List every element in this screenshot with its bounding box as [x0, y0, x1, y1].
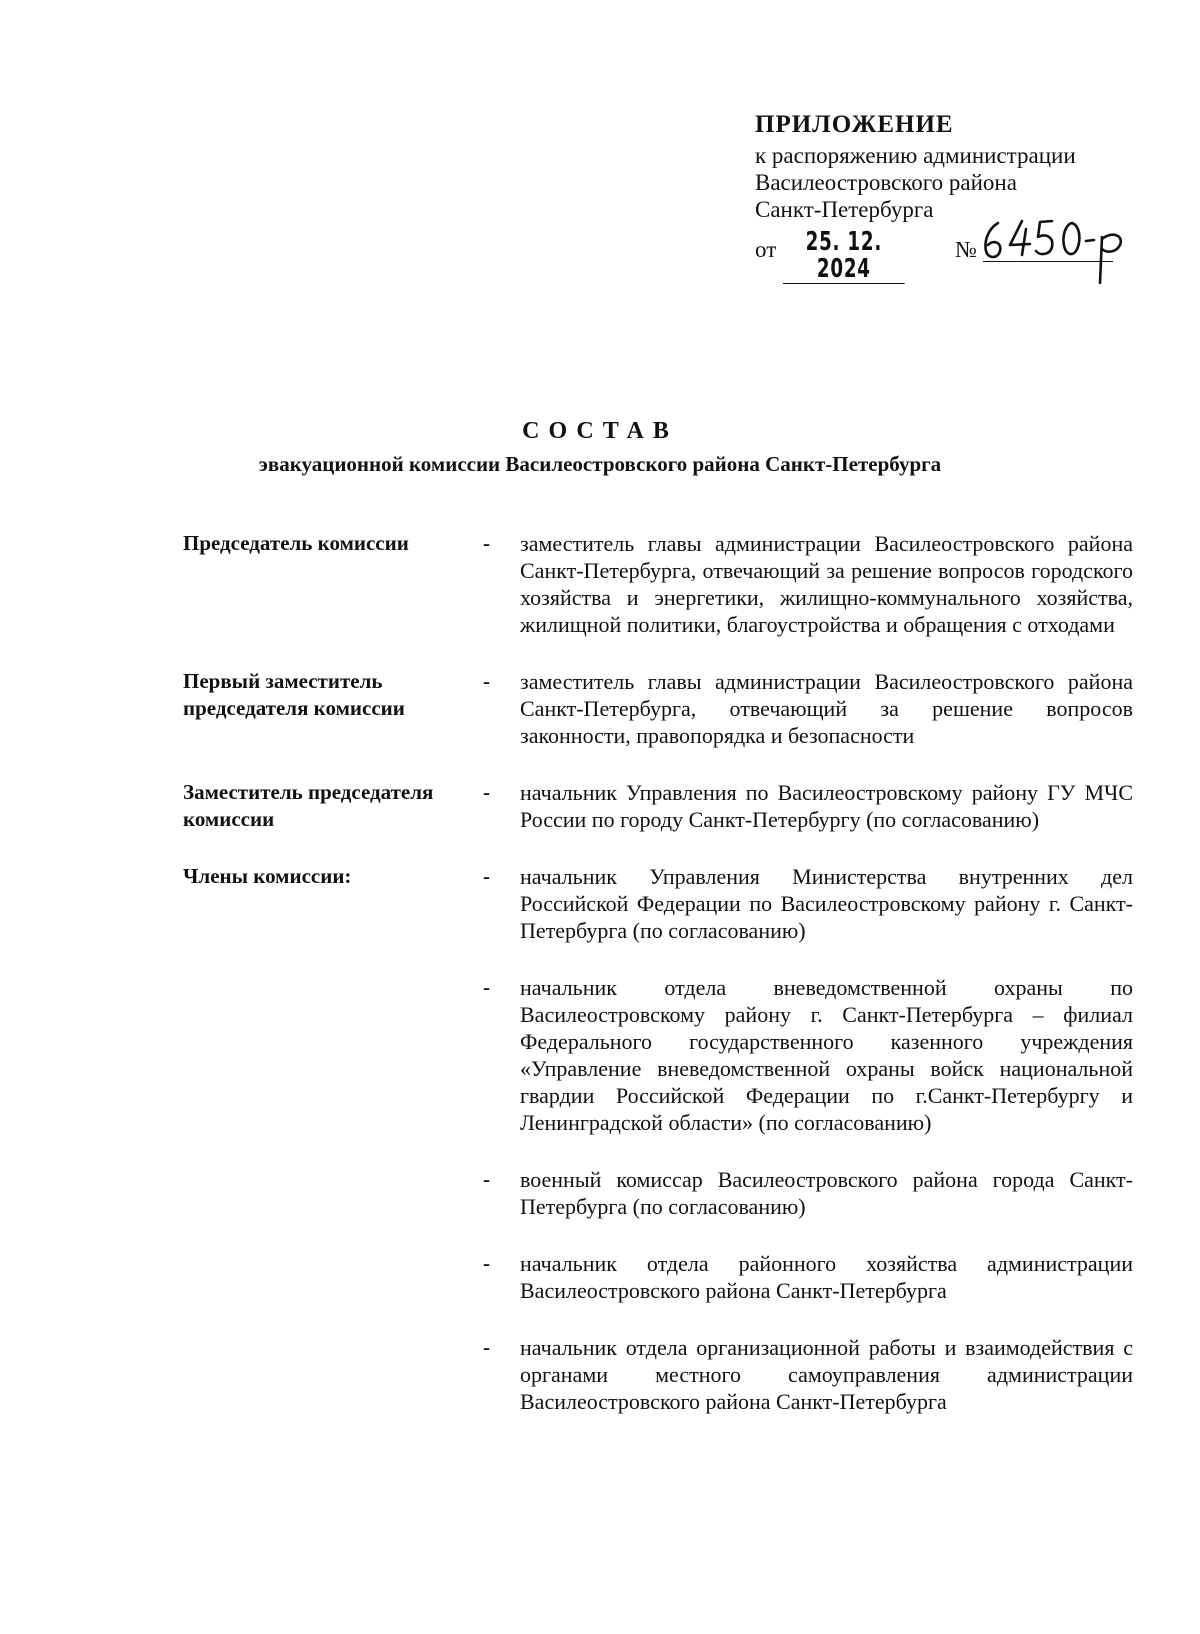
- appendix-line: Санкт-Петербурга: [755, 197, 934, 222]
- list-dash: -: [483, 531, 490, 555]
- member-role: [183, 1250, 483, 1304]
- member-description: начальник Управления Министерства внутренних дел Российской Федерации по Василеостровскому району г. Санкт-Петербурга (по согласованию): [520, 864, 1133, 943]
- member-description: заместитель главы администрации Василеостровского района Санкт-Петербурга, отвечающий за решение вопросов городского хозяйства и энергетики, жилищно-коммунального хозяйства, жилищной политики, благоустройства и обращения с отходами: [520, 531, 1133, 637]
- member-description: начальник отдела районного хозяйства администрации Василеостровского района Санкт-Петербурга: [520, 1251, 1133, 1303]
- member-role: [183, 974, 483, 1136]
- appendix-title: ПРИЛОЖЕНИЕ: [755, 111, 954, 138]
- list-dash: -: [483, 780, 490, 804]
- member-role: Члены комиссии:: [183, 864, 352, 888]
- member-row: [183, 1250, 1133, 1304]
- member-role: [183, 1334, 483, 1415]
- list-dash: -: [483, 1335, 490, 1359]
- member-row: [183, 668, 1133, 749]
- list-dash: -: [483, 975, 490, 999]
- appendix-header: [755, 110, 1175, 284]
- member-row: [183, 779, 1133, 833]
- handwritten-number: [980, 211, 1130, 291]
- member-description: начальник отдела организационной работы и взаимодействия с органами местного самоуправления администрации Василеостровского района Санкт-Петербурга: [520, 1335, 1133, 1414]
- date-number-line: [755, 223, 1175, 284]
- member-description: военный комиссар Василеостровского района города Санкт-Петербурга (по согласованию): [520, 1167, 1133, 1219]
- member-row: [183, 974, 1133, 1136]
- list-dash: -: [483, 864, 490, 888]
- date-stamp: 25. 12. 2024: [783, 229, 905, 284]
- member-row: [183, 530, 1133, 638]
- member-description: начальник Управления по Василеостровскому району ГУ МЧС России по городу Санкт-Петербургу (по согласованию): [520, 780, 1133, 832]
- number-prefix: №: [955, 237, 977, 262]
- member-row: [183, 1334, 1133, 1415]
- document-subtitle: эвакуационной комиссии Василеостровского района Санкт-Петербурга: [258, 452, 942, 476]
- member-role: [183, 1166, 483, 1220]
- member-description: начальник отдела вневедомственной охраны по Василеостровскому району г. Санкт-Петербурга – филиал Федерального государственного казенного учреждения «Управление вневедомственной охраны войск национальной гвардии Российской Федерации по г.Санкт-Петербургу и Ленинградской области» (по согласованию): [520, 975, 1133, 1135]
- member-row: [183, 863, 1133, 944]
- list-dash: -: [483, 669, 490, 693]
- member-role: Председатель комиссии: [183, 531, 409, 555]
- list-dash: -: [483, 1251, 490, 1275]
- member-role: Первый заместитель председателя комиссии: [183, 669, 405, 720]
- member-role: Заместитель председателя комиссии: [183, 780, 434, 831]
- appendix-line: Василеостровского района: [755, 170, 1017, 195]
- member-row: [183, 1166, 1133, 1220]
- list-dash: -: [483, 1167, 490, 1191]
- date-prefix: от: [755, 237, 777, 262]
- appendix-line: к распоряжению администрации: [755, 143, 1076, 168]
- document-title: СОСТАВ: [522, 418, 678, 444]
- member-description: заместитель главы администрации Василеостровского района Санкт-Петербурга, отвечающий за решение вопросов законности, правопорядка и безопасности: [520, 669, 1133, 748]
- members-list: [183, 530, 1133, 1415]
